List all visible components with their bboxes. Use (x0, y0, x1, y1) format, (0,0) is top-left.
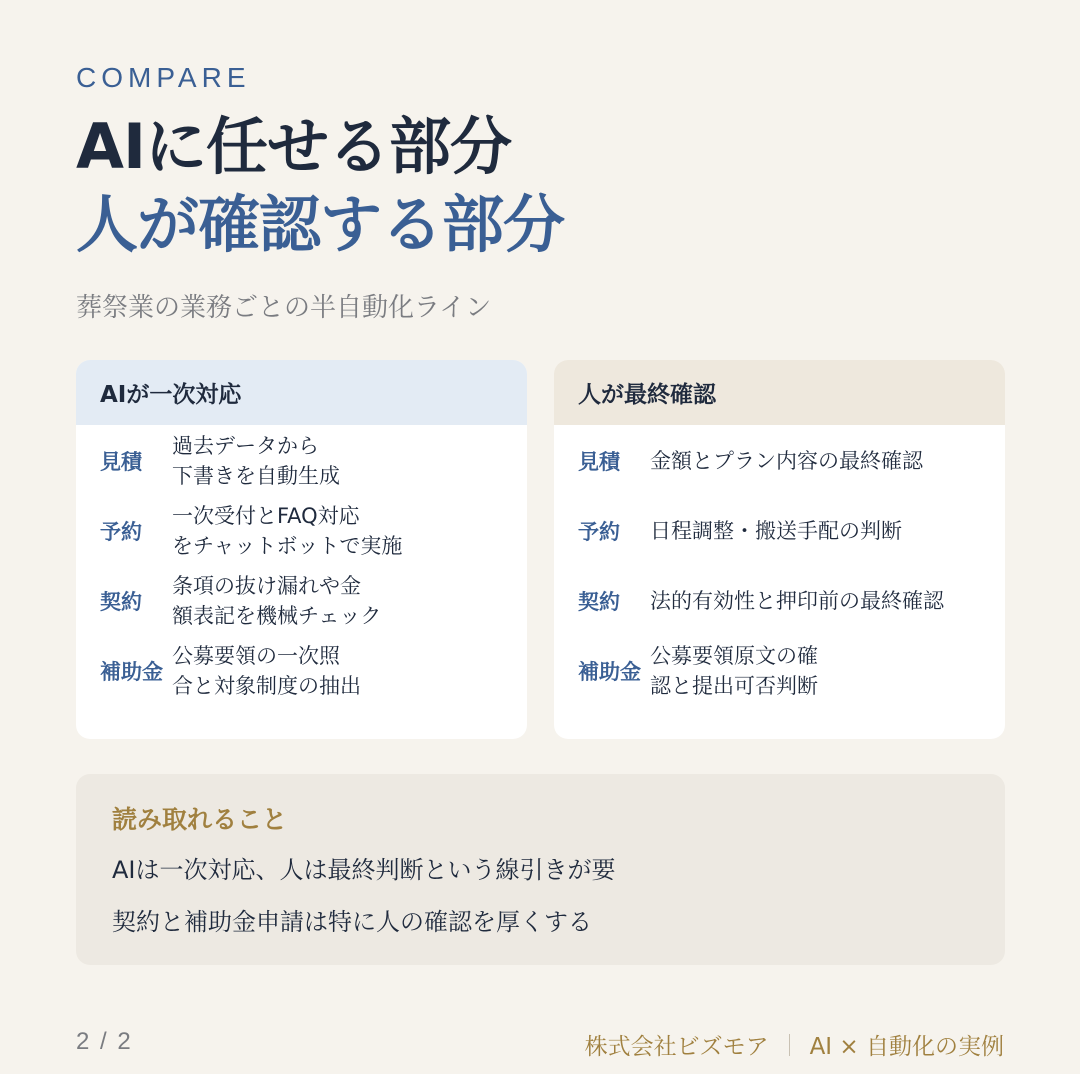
page-title-line-1: AIに任せる部分 (76, 110, 512, 183)
ai-row-estimate (100, 426, 517, 496)
ai-row-subsidy (100, 636, 517, 706)
human-row-text: 金額とプラン内容の最終確認 (650, 449, 923, 473)
ai-row-label: 予約 (100, 520, 142, 544)
human-row-label: 補助金 (578, 660, 641, 684)
footer-credit (585, 1028, 1004, 1061)
ai-row-label: 補助金 (100, 660, 163, 684)
human-final-check-card (554, 360, 1005, 739)
footer-divider (789, 1034, 790, 1056)
human-row-label: 見積 (578, 450, 620, 474)
ai-row-contract (100, 566, 517, 636)
ai-first-response-card (76, 360, 527, 739)
ai-row-reservation (100, 496, 517, 566)
human-card-title: 人が最終確認 (554, 360, 1005, 425)
human-row-contract (578, 566, 995, 636)
human-row-text: 日程調整・搬送手配の判断 (650, 519, 902, 543)
ai-card-title: AIが一次対応 (76, 360, 527, 425)
ai-row-label: 契約 (100, 590, 142, 614)
page-title-line-2: 人が確認する部分 (76, 188, 565, 261)
ai-row-label: 見積 (100, 450, 142, 474)
eyebrow-label: COMPARE (76, 62, 251, 93)
human-row-reservation (578, 496, 995, 566)
human-row-estimate (578, 426, 995, 496)
ai-row-text: 一次受付とFAQ対応 をチャットボットで実施 (172, 504, 403, 558)
human-row-text: 法的有効性と押印前の最終確認 (650, 589, 944, 613)
takeaway-line: AIは一次対応、人は最終判断という線引きが要 (112, 856, 616, 884)
takeaway-box (76, 774, 1005, 965)
page-subtitle: 葬祭業の業務ごとの半自動化ライン (76, 293, 492, 323)
page-number: 2 / 2 (76, 1028, 133, 1055)
human-row-label: 予約 (578, 520, 620, 544)
takeaway-title: 読み取れること (112, 805, 288, 834)
ai-row-text: 条項の抜け漏れや金 額表記を機械チェック (172, 574, 382, 628)
footer-tagline: AI × 自動化の実例 (809, 1034, 1004, 1060)
human-row-subsidy (578, 636, 995, 706)
human-row-text: 公募要領原文の確 認と提出可否判断 (650, 644, 818, 698)
human-row-label: 契約 (578, 590, 620, 614)
ai-row-text: 公募要領の一次照 合と対象制度の抽出 (172, 644, 361, 698)
ai-row-text: 過去データから 下書きを自動生成 (172, 434, 340, 488)
takeaway-line: 契約と補助金申請は特に人の確認を厚くする (112, 908, 592, 936)
company-name: 株式会社ビズモア (584, 1034, 769, 1060)
